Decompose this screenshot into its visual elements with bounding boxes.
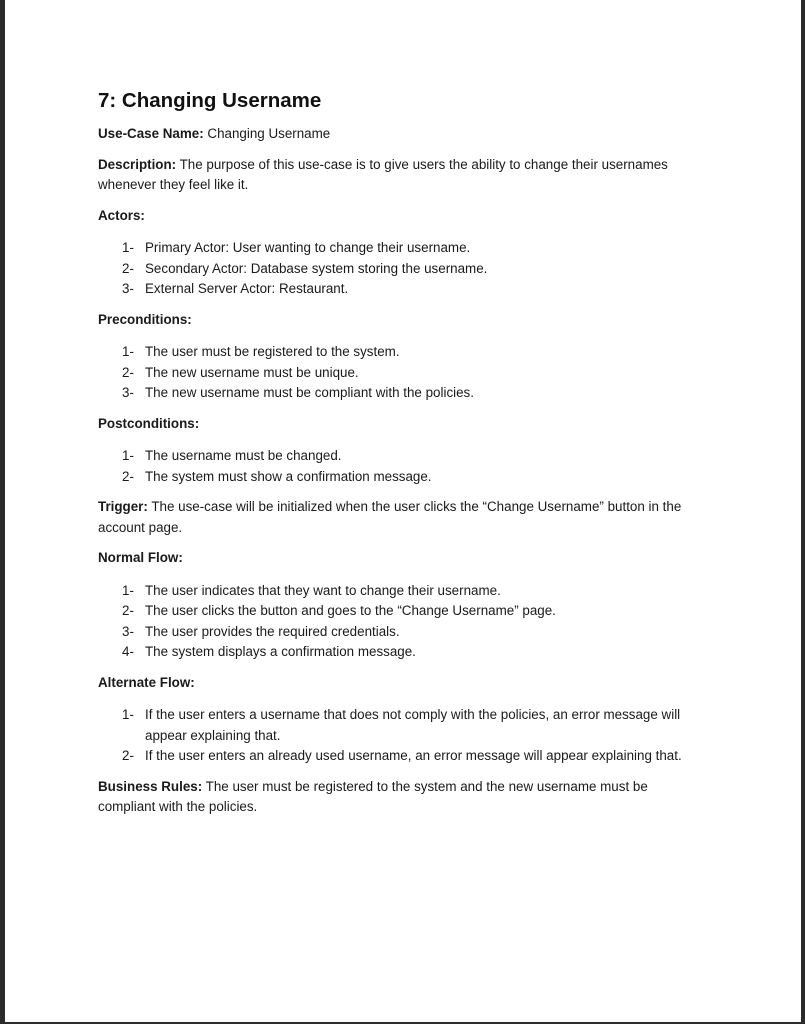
trigger-label: Trigger:	[98, 499, 148, 514]
list-item	[98, 238, 708, 259]
list-item-number: 3-	[122, 623, 134, 639]
list-item-text: The new username must be compliant with the policies.	[145, 385, 474, 400]
trigger-value: The use-case will be initialized when the user clicks the “Change Username” button in the account page.	[98, 499, 682, 535]
business-rules-paragraph	[98, 777, 708, 818]
list-item-number: 1-	[122, 240, 134, 255]
normal-flow-list	[98, 581, 708, 663]
list-item-text: The user must be registered to the system.	[145, 344, 400, 359]
list-item	[98, 363, 708, 384]
list-item-number: 1-	[122, 582, 134, 598]
business-rules-value: The user must be registered to the system and the new username must be compliant with the policies.	[98, 778, 648, 814]
list-item-number: 2-	[122, 603, 134, 618]
preconditions-heading: Preconditions:	[98, 311, 192, 327]
trigger-paragraph	[98, 497, 708, 538]
normal-flow-heading: Normal Flow:	[98, 550, 183, 565]
document-page	[5, 0, 801, 1022]
list-item	[98, 383, 708, 404]
list-item-number: 3-	[122, 281, 134, 296]
list-item-text: The user provides the required credentials.	[145, 623, 400, 639]
list-item-number: 1-	[122, 344, 134, 359]
business-rules-label: Business Rules:	[98, 778, 203, 794]
list-item	[98, 279, 708, 300]
list-item	[98, 342, 708, 363]
use-case-name-paragraph	[98, 124, 708, 145]
section-title: 7: Changing Username	[98, 89, 322, 112]
list-item-number: 4-	[122, 644, 134, 659]
list-item-text: Secondary Actor: Database system storing the username.	[145, 260, 488, 276]
list-item-text: The user clicks the button and goes to the “Change Username” page.	[145, 603, 556, 618]
list-item	[98, 622, 708, 643]
list-item-number: 1-	[122, 707, 134, 722]
list-item-number: 2-	[122, 260, 134, 276]
list-item	[98, 259, 708, 280]
list-item	[98, 467, 708, 488]
list-item	[98, 746, 708, 767]
list-item-text: If the user enters a username that does not comply with the policies, an error message will appear explaining that.	[145, 707, 681, 743]
list-item-text: The system must show a confirmation message.	[145, 468, 432, 484]
description-paragraph	[98, 155, 708, 196]
list-item	[98, 642, 708, 663]
list-item	[98, 446, 708, 467]
list-item-text: Primary Actor: User wanting to change their username.	[145, 240, 471, 255]
alternate-flow-heading: Alternate Flow:	[98, 674, 195, 690]
description-value: The purpose of this use-case is to give users the ability to change their usernames whenever they feel like it.	[98, 156, 668, 192]
use-case-name-value: Changing Username	[203, 126, 331, 141]
list-item-text: The user indicates that they want to change their username.	[145, 582, 501, 598]
postconditions-heading: Postconditions:	[98, 415, 200, 431]
list-item-text: If the user enters an already used username, an error message will appear explaining that.	[145, 748, 682, 763]
description-label: Description:	[98, 156, 177, 172]
postconditions-list	[98, 446, 708, 487]
alternate-flow-list	[98, 705, 708, 767]
preconditions-list	[98, 342, 708, 404]
list-item-number: 2-	[122, 748, 134, 763]
list-item-text: The system displays a confirmation message.	[145, 644, 416, 659]
use-case-name-label: Use-Case Name:	[98, 126, 204, 141]
list-item-text: The new username must be unique.	[145, 364, 359, 380]
list-item-text: The username must be changed.	[145, 448, 342, 463]
list-item-number: 2-	[122, 364, 134, 380]
list-item	[98, 601, 708, 622]
list-item	[98, 581, 708, 602]
actors-list	[98, 238, 708, 300]
document-content	[98, 88, 708, 828]
actors-heading: Actors:	[98, 207, 145, 223]
list-item	[98, 705, 708, 746]
list-item-text: External Server Actor: Restaurant.	[145, 281, 349, 296]
list-item-number: 3-	[122, 385, 134, 400]
list-item-number: 2-	[122, 468, 134, 484]
list-item-number: 1-	[122, 448, 134, 463]
